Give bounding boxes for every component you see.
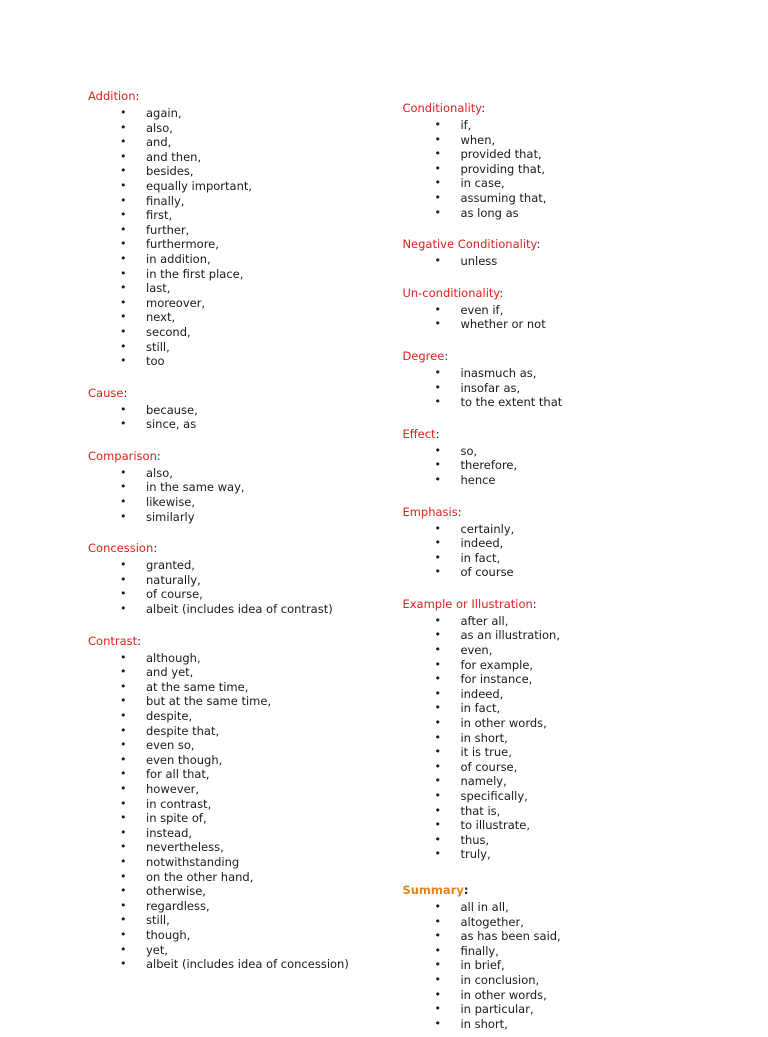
list-item: • otherwise, <box>88 884 374 899</box>
list-item: • hence <box>402 473 708 488</box>
list-item: • at the same time, <box>88 680 374 695</box>
list-item: • albeit (includes idea of contrast) <box>88 602 374 617</box>
list-item: • after all, <box>402 614 708 629</box>
spacer <box>88 375 374 385</box>
heading-effect: Effect: <box>402 426 440 441</box>
list-item: • even, <box>402 643 708 658</box>
list-item: • in other words, <box>402 716 708 731</box>
list-un-conditionality <box>402 303 708 332</box>
right-column <box>402 88 708 1037</box>
list-item: • in the first place, <box>88 267 374 282</box>
heading-comparison: Comparison: <box>88 448 161 463</box>
list-item: • namely, <box>402 774 708 789</box>
list-item: • provided that, <box>402 147 708 162</box>
list-item: • in other words, <box>402 988 708 1003</box>
list-item: • furthermore, <box>88 237 374 252</box>
group-un-conditionality <box>402 285 708 332</box>
list-summary <box>402 900 708 1031</box>
list-effect <box>402 444 708 488</box>
list-item: • of course, <box>402 760 708 775</box>
list-item: • specifically, <box>402 789 708 804</box>
group-negative-conditionality <box>402 236 708 269</box>
list-item: • because, <box>88 403 374 418</box>
heading-conditionality: Conditionality: <box>402 101 486 115</box>
list-addition <box>88 106 374 369</box>
list-item: • again, <box>88 106 374 121</box>
group-emphasis <box>402 504 708 580</box>
list-item: • as long as <box>402 206 708 221</box>
list-item: • likewise, <box>88 495 374 510</box>
list-item: • in case, <box>402 176 708 191</box>
list-item: • notwithstanding <box>88 855 374 870</box>
heading-emphasis: Emphasis: <box>402 504 462 519</box>
list-item: • but at the same time, <box>88 694 374 709</box>
list-item: • however, <box>88 782 374 797</box>
list-item: • also, <box>88 121 374 136</box>
list-example-or-illustration <box>402 614 708 862</box>
list-item: • and then, <box>88 150 374 165</box>
list-item: • although, <box>88 651 374 666</box>
list-item: • truly, <box>402 847 708 862</box>
list-item: • it is true, <box>402 745 708 760</box>
list-item: • similarly <box>88 510 374 525</box>
group-summary <box>402 882 708 1031</box>
list-item: • naturally, <box>88 573 374 588</box>
list-item: • for all that, <box>88 767 374 782</box>
list-item: • providing that, <box>402 162 708 177</box>
list-item: • of course <box>402 565 708 580</box>
list-item: • besides, <box>88 164 374 179</box>
list-item: • since, as <box>88 417 374 432</box>
list-item: • indeed, <box>402 536 708 551</box>
list-conditionality <box>402 118 708 220</box>
list-item: • though, <box>88 928 374 943</box>
spacer <box>402 868 708 882</box>
list-item: • in conclusion, <box>402 973 708 988</box>
list-item: • first, <box>88 208 374 223</box>
group-degree <box>402 348 708 410</box>
group-conditionality <box>402 100 708 220</box>
list-item: • when, <box>402 133 708 148</box>
spacer <box>402 226 708 236</box>
list-item: • assuming that, <box>402 191 708 206</box>
heading-contrast: Contrast: <box>88 633 142 648</box>
group-contrast <box>88 633 374 972</box>
list-item: • granted, <box>88 558 374 573</box>
spacer <box>88 623 374 633</box>
list-item: • in fact, <box>402 551 708 566</box>
list-item: • in addition, <box>88 252 374 267</box>
list-item: • in brief, <box>402 958 708 973</box>
list-item: • for example, <box>402 658 708 673</box>
list-item: • to illustrate, <box>402 818 708 833</box>
list-item: • in particular, <box>402 1002 708 1017</box>
group-concession <box>88 540 374 616</box>
list-item: • whether or not <box>402 317 708 332</box>
heading-addition: Addition: <box>88 89 140 103</box>
list-item: • moreover, <box>88 296 374 311</box>
list-item: • instead, <box>88 826 374 841</box>
group-comparison <box>88 448 374 524</box>
spacer <box>402 416 708 426</box>
list-item: • despite that, <box>88 724 374 739</box>
list-item: • and yet, <box>88 665 374 680</box>
list-item: • albeit (includes idea of concession) <box>88 957 374 972</box>
heading-un-conditionality: Un-conditionality: <box>402 285 504 300</box>
heading-degree: Degree: <box>402 348 449 363</box>
list-item: • yet, <box>88 943 374 958</box>
list-comparison <box>88 466 374 524</box>
list-item: • finally, <box>402 944 708 959</box>
list-item: • therefore, <box>402 458 708 473</box>
list-item: • inasmuch as, <box>402 366 708 381</box>
spacer <box>402 494 708 504</box>
list-concession <box>88 558 374 616</box>
list-item: • so, <box>402 444 708 459</box>
list-item: • and, <box>88 135 374 150</box>
list-item: • indeed, <box>402 687 708 702</box>
heading-concession: Concession: <box>88 541 158 556</box>
list-item: • in contrast, <box>88 797 374 812</box>
list-item: • still, <box>88 340 374 355</box>
list-item: • even so, <box>88 738 374 753</box>
list-item: • despite, <box>88 709 374 724</box>
list-emphasis <box>402 522 708 580</box>
list-item: • nevertheless, <box>88 840 374 855</box>
heading-example-or-illustration: Example or Illustration: <box>402 596 537 611</box>
list-item: • unless <box>402 254 708 269</box>
list-item: • all in all, <box>402 900 708 915</box>
list-item: • finally, <box>88 194 374 209</box>
left-column <box>88 88 374 978</box>
list-item: • to the extent that <box>402 395 708 410</box>
list-item: • certainly, <box>402 522 708 537</box>
list-item: • that is, <box>402 804 708 819</box>
spacer <box>88 530 374 540</box>
list-item: • second, <box>88 325 374 340</box>
spacer <box>88 438 374 448</box>
list-item: • in short, <box>402 1017 708 1032</box>
list-item: • next, <box>88 310 374 325</box>
list-item: • in spite of, <box>88 811 374 826</box>
heading-summary: Summary: <box>402 882 469 897</box>
list-cause <box>88 403 374 432</box>
group-cause <box>88 385 374 432</box>
spacer <box>402 338 708 348</box>
list-item: • in short, <box>402 731 708 746</box>
list-negative-conditionality <box>402 254 708 269</box>
list-degree <box>402 366 708 410</box>
list-item: • thus, <box>402 833 708 848</box>
spacer <box>402 586 708 596</box>
list-contrast <box>88 651 374 972</box>
group-addition <box>88 88 374 369</box>
list-item: • in the same way, <box>88 480 374 495</box>
list-item: • equally important, <box>88 179 374 194</box>
list-item: • insofar as, <box>402 381 708 396</box>
spacer <box>402 275 708 285</box>
list-item: • in fact, <box>402 701 708 716</box>
list-item: • as has been said, <box>402 929 708 944</box>
list-item: • too <box>88 354 374 369</box>
list-item: • last, <box>88 281 374 296</box>
list-item: • even though, <box>88 753 374 768</box>
list-item: • for instance, <box>402 672 708 687</box>
heading-cause: Cause: <box>88 385 128 400</box>
list-item: • even if, <box>402 303 708 318</box>
list-item: • altogether, <box>402 915 708 930</box>
group-effect <box>402 426 708 488</box>
list-item: • if, <box>402 118 708 133</box>
list-item: • of course, <box>88 587 374 602</box>
list-item: • further, <box>88 223 374 238</box>
group-example-or-illustration <box>402 596 708 862</box>
list-item: • still, <box>88 913 374 928</box>
heading-negative-conditionality: Negative Conditionality: <box>402 237 541 252</box>
list-item: • regardless, <box>88 899 374 914</box>
list-item: • as an illustration, <box>402 628 708 643</box>
two-column-layout <box>88 88 708 1037</box>
list-item: • on the other hand, <box>88 870 374 885</box>
list-item: • also, <box>88 466 374 481</box>
